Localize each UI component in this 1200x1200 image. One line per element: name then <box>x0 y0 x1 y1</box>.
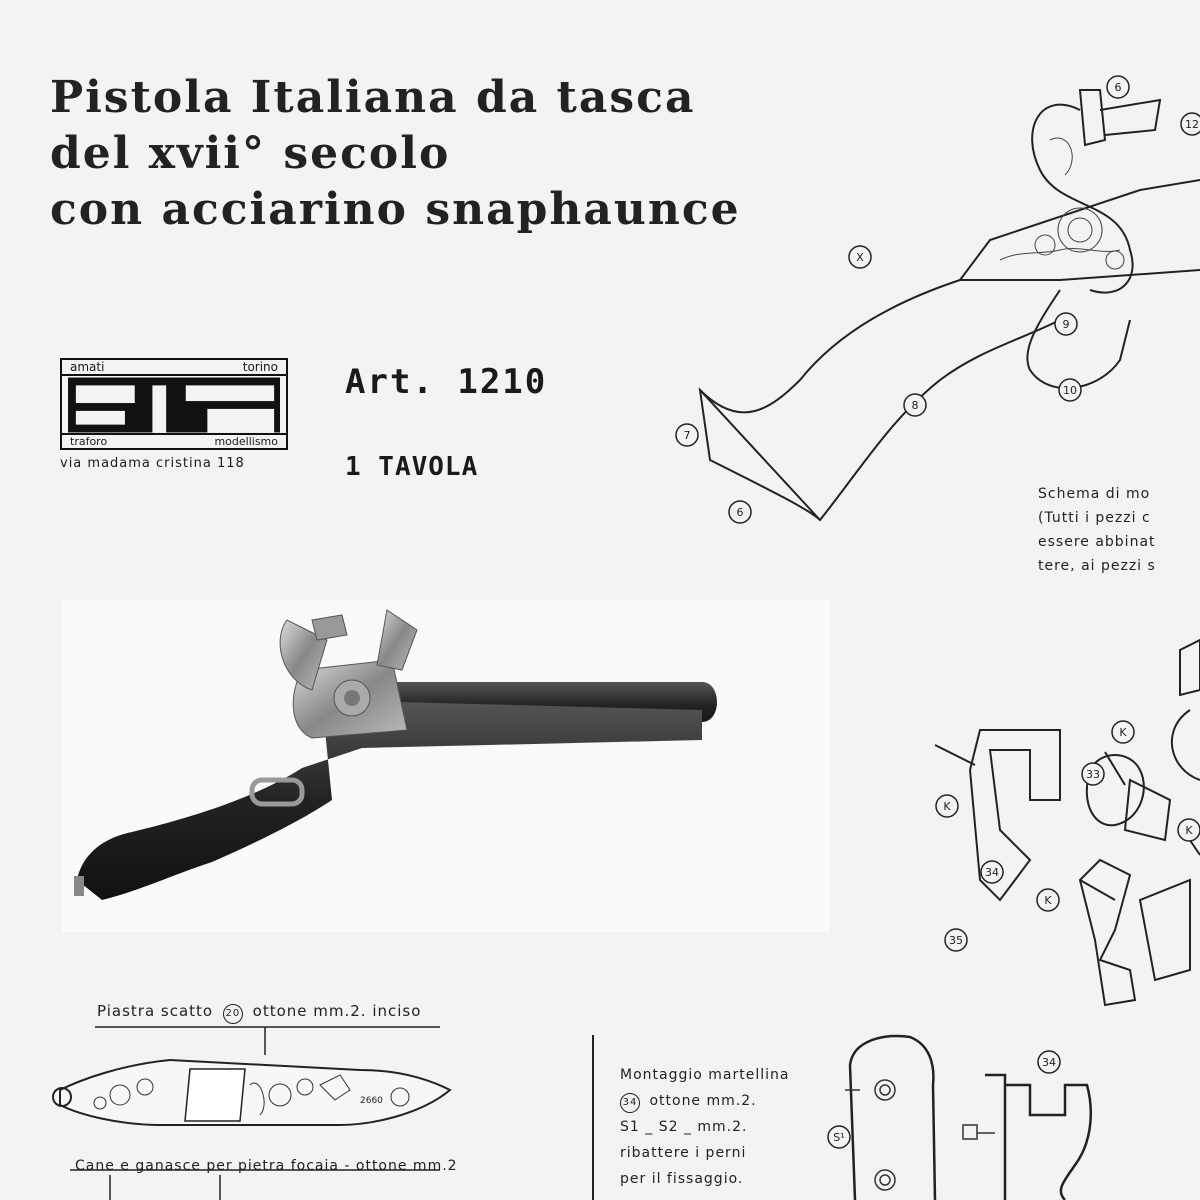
assembly-note-line-1: Montaggio martellina <box>620 1067 790 1083</box>
callout-k-1: K <box>1119 726 1127 739</box>
callout-12: 12 <box>1185 118 1199 131</box>
title-line-1: Pistola Italiana da tasca <box>50 72 696 123</box>
cock-caption: Cane e ganasce per pietra focaia - ottone mm.2 <box>75 1158 458 1174</box>
schema-note-line-2: (Tutti i pezzi c <box>1038 510 1151 526</box>
article-number: Art. 1210 <box>345 362 548 402</box>
logo-top-right: torino <box>242 360 278 374</box>
hammer-detail-drawing <box>815 1025 1200 1200</box>
callout-x: X <box>856 251 864 264</box>
plate-caption-text: Piastra scatto <box>97 1002 214 1020</box>
schema-note-line-3: essere abbinat <box>1038 534 1156 550</box>
plate-caption-rest: ottone mm.2. inciso <box>252 1002 422 1020</box>
amati-logo <box>60 358 288 471</box>
logo-top-left: amati <box>70 360 105 374</box>
parts-diagram <box>900 600 1200 1020</box>
page-title <box>50 70 741 238</box>
logo-bottom-right: modellismo <box>214 435 278 448</box>
title-line-2: del xvii° secolo <box>50 128 451 179</box>
logo-bottom-left: traforo <box>70 435 108 448</box>
callout-34-bottom: 34 <box>1042 1056 1056 1069</box>
schema-note <box>1038 482 1156 578</box>
divider-line <box>592 1035 594 1200</box>
plate-engraving: 2660 <box>360 1096 383 1106</box>
callout-9: 9 <box>1062 318 1070 331</box>
pistol-photograph <box>62 600 830 932</box>
assembly-note-line-5: per il fissaggio. <box>620 1171 744 1187</box>
callout-6-top: 6 <box>1114 81 1122 94</box>
pistol-drawing <box>660 50 1200 530</box>
title-line-3: con acciarino snaphaunce <box>50 184 741 235</box>
callout-k-4: K <box>1044 894 1052 907</box>
schema-note-line-4: tere, ai pezzi s <box>1038 558 1156 574</box>
assembly-note-number: 34 <box>620 1093 640 1113</box>
plate-caption-number: 20 <box>223 1004 243 1024</box>
callout-6-bottom: 6 <box>736 506 744 519</box>
sheet-count: 1 TAVOLA <box>345 452 479 482</box>
schema-note-line-1: Schema di mo <box>1038 486 1151 502</box>
assembly-note-line-3: S1 _ S2 _ mm.2. <box>620 1119 748 1135</box>
callout-10: 10 <box>1063 384 1077 397</box>
callout-8: 8 <box>911 399 919 412</box>
callout-k-2: K <box>943 800 951 813</box>
callout-k-3: K <box>1185 824 1193 837</box>
callout-35: 35 <box>949 934 963 947</box>
assembly-note-line-2: ottone mm.2. <box>649 1093 757 1109</box>
callout-s1: S¹ <box>833 1131 845 1144</box>
logo-address: via madama cristina 118 <box>60 456 245 471</box>
assembly-note <box>620 1062 789 1192</box>
callout-34-right: 34 <box>985 866 999 879</box>
callout-33: 33 <box>1086 768 1100 781</box>
plate-caption <box>97 1002 421 1024</box>
logo-mark <box>68 376 280 434</box>
callout-7: 7 <box>683 429 691 442</box>
assembly-note-line-4: ribattere i perni <box>620 1145 747 1161</box>
